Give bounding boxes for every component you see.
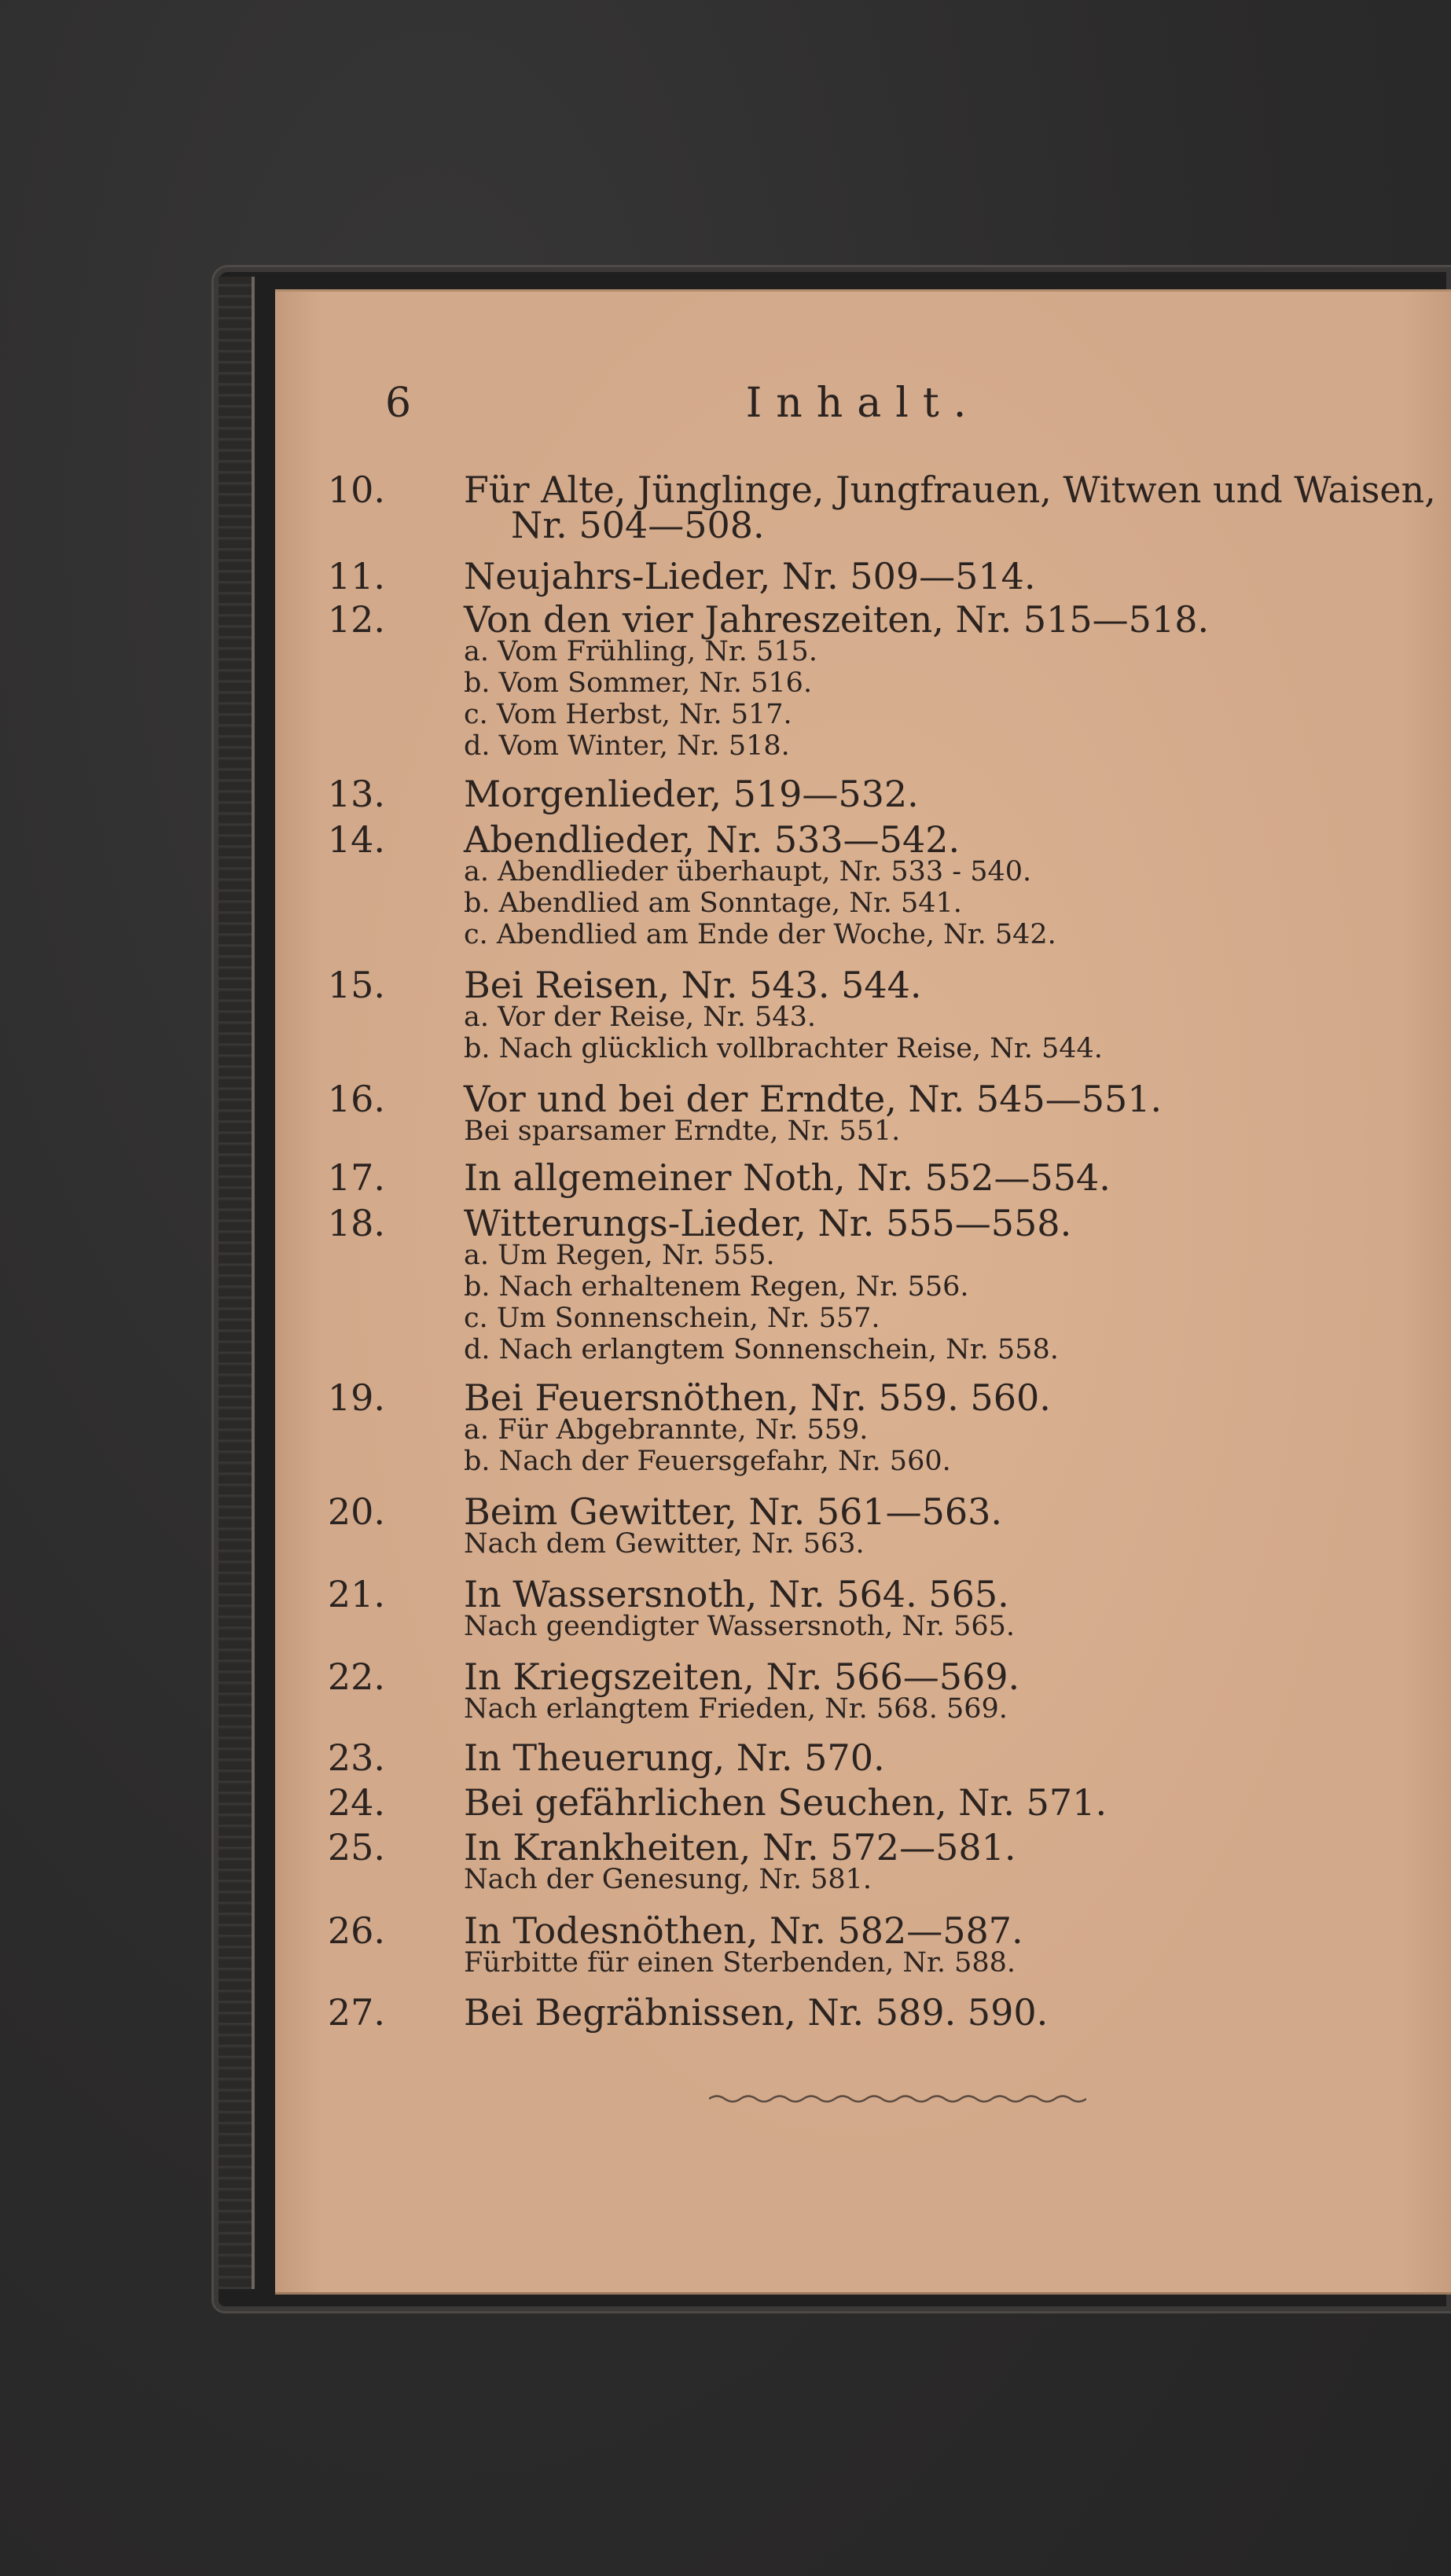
toc-entry-number: 13. (327, 773, 385, 815)
book-page (275, 289, 1451, 2295)
toc-entry-number: 20. (327, 1490, 385, 1533)
toc-entry-text: Bei sparsamer Erndte, Nr. 551. (464, 1115, 901, 1147)
toc-entry-text: In Todesnöthen, Nr. 582—587. (464, 1909, 1023, 1952)
toc-entry-number: 22. (327, 1655, 385, 1698)
toc-entry-text: Nr. 504—508. (511, 504, 765, 546)
toc-entry-number: 24. (327, 1781, 385, 1824)
toc-entry-number: 21. (327, 1573, 385, 1615)
toc-entry-text: Nach erlangtem Frieden, Nr. 568. 569. (464, 1693, 1008, 1725)
toc-entry-number: 17. (327, 1156, 385, 1199)
toc-entry-text: b. Nach der Feuersgefahr, Nr. 560. (464, 1446, 951, 1477)
toc-entry-text: d. Vom Winter, Nr. 518. (464, 730, 790, 762)
toc-entry-number: 12. (327, 598, 385, 641)
toc-entry-text: a. Für Abgebrannte, Nr. 559. (464, 1414, 869, 1446)
toc-entry-text: Neujahrs-Lieder, Nr. 509—514. (464, 555, 1036, 597)
toc-entry-text: Nach dem Gewitter, Nr. 563. (464, 1528, 865, 1560)
toc-entry-number: 26. (327, 1909, 385, 1952)
toc-entry-text: Bei gefährlichen Seuchen, Nr. 571. (464, 1781, 1108, 1824)
toc-entry-text: c. Um Sonnenschein, Nr. 557. (464, 1303, 880, 1334)
toc-entry-number: 11. (327, 555, 385, 597)
toc-entry-text: b. Vom Sommer, Nr. 516. (464, 667, 813, 699)
book-spine-edge (219, 277, 255, 2289)
toc-entry-number: 23. (327, 1736, 385, 1779)
toc-entry-text: Bei Begräbnissen, Nr. 589. 590. (464, 1991, 1049, 2034)
toc-entry-text: a. Abendlieder überhaupt, Nr. 533 - 540. (464, 856, 1032, 887)
toc-entry-text: Bei Reisen, Nr. 543. 544. (464, 964, 922, 1006)
toc-entry-text: Nach geendigter Wassersnoth, Nr. 565. (464, 1611, 1016, 1642)
toc-entry-text: a. Vor der Reise, Nr. 543. (464, 1001, 816, 1033)
toc-entry-text: Vor und bei der Erndte, Nr. 545—551. (464, 1078, 1163, 1120)
page-header (275, 380, 1451, 435)
toc-entry-number: 18. (327, 1202, 385, 1244)
toc-entry-text: b. Abendlied am Sonntage, Nr. 541. (464, 887, 962, 919)
toc-entry-number: 16. (327, 1078, 385, 1120)
toc-entry-text: b. Nach erhaltenem Regen, Nr. 556. (464, 1271, 969, 1303)
toc-entry-number: 25. (327, 1826, 385, 1869)
toc-entry-text: Für Alte, Jünglinge, Jungfrauen, Witwen und Waisen, (464, 469, 1436, 511)
toc-entry-number: 10. (327, 469, 385, 511)
toc-entry-text: Beim Gewitter, Nr. 561—563. (464, 1490, 1003, 1533)
toc-entry-text: Witterungs-Lieder, Nr. 555—558. (464, 1202, 1072, 1244)
toc-entry-number: 15. (327, 964, 385, 1006)
toc-entry-text: Nach der Genesung, Nr. 581. (464, 1864, 872, 1895)
toc-entry-text: Bei Feuersnöthen, Nr. 559. 560. (464, 1376, 1051, 1419)
toc-entry-number: 19. (327, 1376, 385, 1419)
toc-entry-number: 14. (327, 818, 385, 861)
decorative-wavy-rule (709, 2093, 1086, 2104)
toc-entry-number: 27. (327, 1991, 385, 2034)
toc-entry-text: Morgenlieder, 519—532. (464, 773, 919, 815)
toc-entry-text: a. Um Regen, Nr. 555. (464, 1240, 775, 1271)
page-number: 6 (385, 380, 412, 427)
toc-entry-text: d. Nach erlangtem Sonnenschein, Nr. 558. (464, 1334, 1059, 1365)
toc-entry-text: In Wassersnoth, Nr. 564. 565. (464, 1573, 1009, 1615)
toc-entry-text: In allgemeiner Noth, Nr. 552—554. (464, 1156, 1111, 1199)
page-title: Inhalt. (745, 380, 981, 427)
toc-entry-text: Von den vier Jahreszeiten, Nr. 515—518. (464, 598, 1210, 641)
toc-entry-text: In Kriegszeiten, Nr. 566—569. (464, 1655, 1020, 1698)
toc-entry-text: In Theuerung, Nr. 570. (464, 1736, 885, 1779)
toc-entry-text: c. Vom Herbst, Nr. 517. (464, 699, 792, 730)
toc-entry-text: Fürbitte für einen Sterbenden, Nr. 588. (464, 1947, 1016, 1979)
toc-entry-text: In Krankheiten, Nr. 572—581. (464, 1826, 1016, 1869)
toc-entry-text: Abendlieder, Nr. 533—542. (464, 818, 961, 861)
toc-entry-text: c. Abendlied am Ende der Woche, Nr. 542. (464, 919, 1056, 950)
toc-entry-text: b. Nach glücklich vollbrachter Reise, Nr. 544. (464, 1033, 1103, 1064)
toc-entry-text: a. Vom Frühling, Nr. 515. (464, 636, 817, 667)
